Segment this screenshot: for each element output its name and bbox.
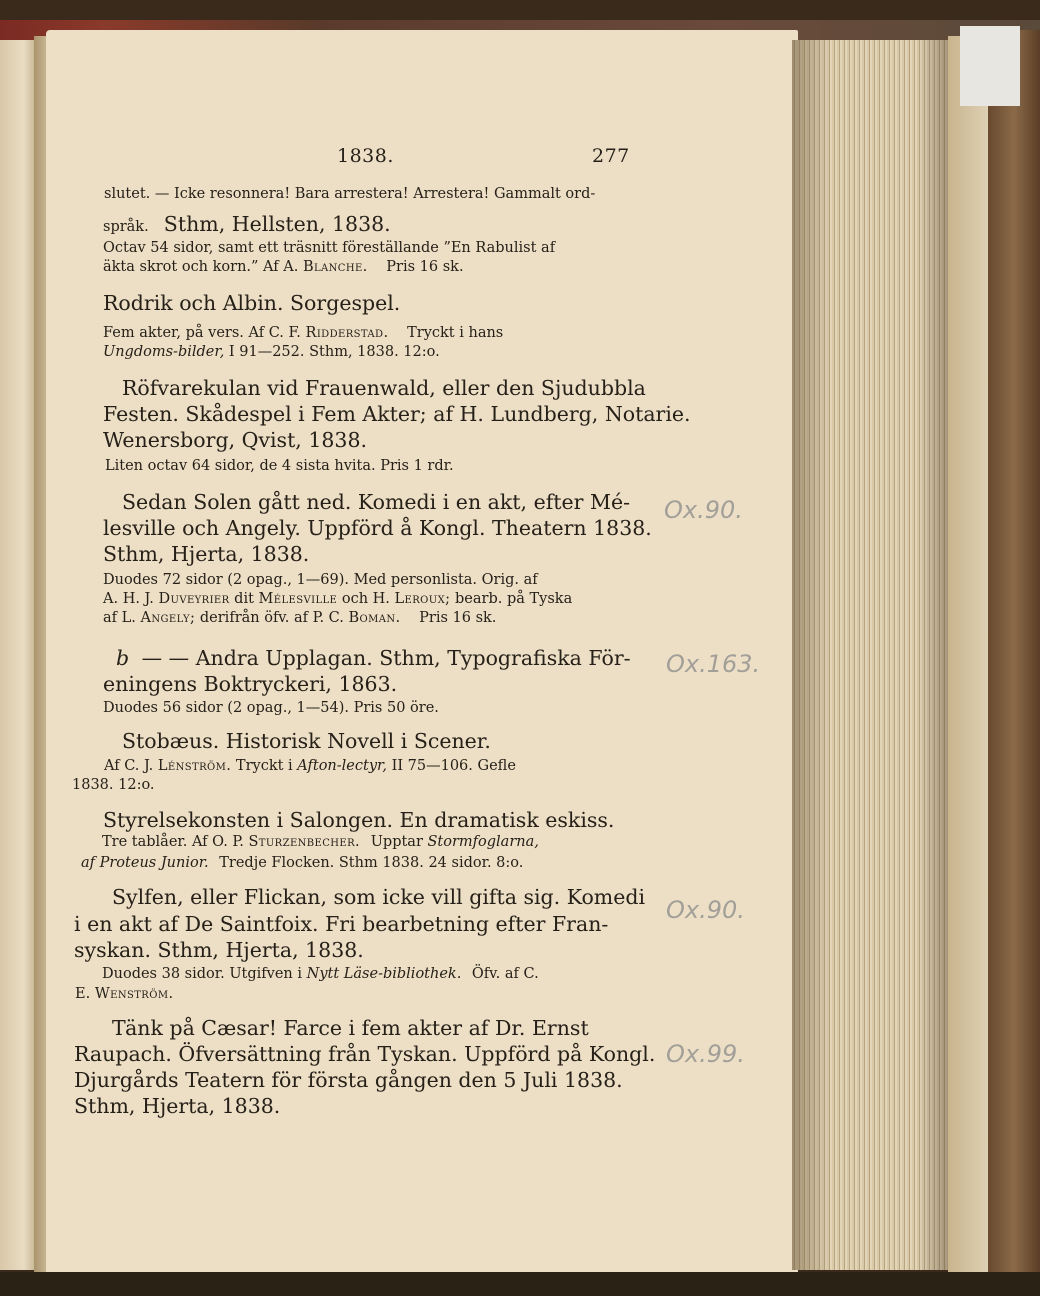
- text-line: Pris 16 sk.: [419, 610, 497, 626]
- text-line: Nytt Läse-bibliothek.: [306, 966, 462, 982]
- author-name: Sturzenbecher.: [248, 834, 361, 850]
- text-line: bearb. på Tyska: [455, 591, 573, 607]
- text-line: Festen. Skådespel i Fem Akter; af H. Lundberg, Notarie.: [103, 402, 691, 426]
- text-line: 1838. 12:o.: [72, 777, 155, 793]
- text-line: Tryckt i: [235, 758, 293, 774]
- text-line: Ungdoms-bilder,: [103, 344, 225, 360]
- author-name: Boman.: [348, 610, 401, 626]
- margin-note-pencil: Ox.99.: [666, 1040, 745, 1068]
- text-line: Fem akter, på vers. Af C. F.: [103, 325, 301, 341]
- margin-note-pencil: Ox.90.: [664, 496, 743, 524]
- margin-note-pencil: Ox.90.: [666, 896, 745, 924]
- text-line: Sthm, Hellsten, 1838.: [163, 212, 391, 236]
- text-line: dit: [234, 591, 254, 607]
- text-line: lesville och Angely. Uppförd å Kongl. Theatern 1838.: [103, 516, 652, 540]
- author-name: Lénström.: [157, 758, 232, 774]
- text-line: slutet. — Icke resonnera! Bara arrestera! Arrestera! Gammalt ord-: [104, 186, 596, 202]
- entry-title: Rodrik och Albin. Sorgespel.: [103, 291, 401, 315]
- entry-title: Stobæus. Historisk Novell i Scener.: [122, 729, 491, 753]
- text-line: af L.: [103, 610, 136, 626]
- author-name: Mélesville: [258, 591, 338, 607]
- text-line: Tryckt i hans: [407, 325, 504, 341]
- margin-note-pencil: Ox.163.: [666, 650, 761, 678]
- text-line: — — Andra Upplagan. Sthm, Typografiska För-: [141, 646, 631, 670]
- text-line: Afton-lectyr,: [297, 758, 387, 774]
- entry-title: Sedan Solen gått ned. Komedi i en akt, efter Mé-: [122, 490, 631, 514]
- text-line: E.: [75, 986, 91, 1002]
- text-line: i en akt af De Saintfoix. Fri bearbetning efter Fran-: [74, 912, 609, 936]
- text-line: Raupach. Öfversättning från Tyskan. Uppförd på Kongl.: [74, 1042, 656, 1066]
- text-line: Tre tablåer. Af O. P.: [102, 834, 244, 850]
- entry-title: Sylfen, eller Flickan, som icke vill gifta sig. Komedi: [112, 885, 646, 909]
- text-line: derifrån öfv. af P. C.: [199, 610, 344, 626]
- author-name: Leroux;: [394, 591, 451, 607]
- entry-title: Röfvarekulan vid Frauenwald, eller den Sjudubbla: [122, 376, 646, 400]
- entry-title: Styrelsekonsten i Salongen. En dramatisk eskiss.: [103, 808, 615, 832]
- text-line: Duodes 38 sidor. Utgifven i: [102, 966, 303, 982]
- text-line: Af C. J.: [104, 758, 154, 774]
- text-line: Octav 54 sidor, samt ett träsnitt föreställande ”En Rabulist af: [103, 240, 556, 256]
- running-header-year: 1838.: [337, 145, 394, 167]
- text-line: Upptar: [370, 834, 423, 850]
- entry-title: Tänk på Cæsar! Farce i fem akter af Dr. Ernst: [112, 1016, 589, 1040]
- text-line: eningens Boktryckeri, 1863.: [103, 672, 398, 696]
- text-line: Liten octav 64 sidor, de 4 sista hvita. Pris 1 rdr.: [105, 458, 454, 474]
- text-line: b: [116, 646, 130, 670]
- text-line: Djurgårds Teatern för första gången den 5 Juli 1838.: [74, 1068, 623, 1092]
- author-name: Duveyrier: [158, 591, 230, 607]
- text-line: Duodes 56 sidor (2 opag., 1—54). Pris 50 öre.: [103, 700, 439, 716]
- text-line: Pris 16 sk.: [386, 259, 464, 275]
- text-line: af Proteus Junior.: [81, 855, 209, 871]
- text-line: II 75—106. Gefle: [391, 758, 516, 774]
- text-line: Tredje Flocken. Sthm 1838. 24 sidor. 8:o.: [219, 855, 524, 871]
- text-line: Stormfoglarna,: [427, 834, 539, 850]
- text-line: Sthm, Hjerta, 1838.: [103, 542, 310, 566]
- text-line: och H.: [341, 591, 390, 607]
- text-line: språk.: [103, 219, 149, 235]
- author-name: Wenström.: [94, 986, 174, 1002]
- text-line: Duodes 72 sidor (2 opag., 1—69). Med personlista. Orig. af: [103, 572, 538, 588]
- author-name: Blanche.: [302, 259, 368, 275]
- text-line: äkta skrot och korn.” Af A.: [103, 259, 299, 275]
- text-line: Wenersborg, Qvist, 1838.: [103, 428, 368, 452]
- author-name: Ridderstad.: [305, 325, 389, 341]
- text-line: A. H. J.: [103, 591, 154, 607]
- text-line: syskan. Sthm, Hjerta, 1838.: [74, 938, 364, 962]
- text-line: Sthm, Hjerta, 1838.: [74, 1094, 281, 1118]
- author-name: Angely;: [140, 610, 196, 626]
- page-number: 277: [592, 145, 630, 167]
- text-line: I 91—252. Sthm, 1838. 12:o.: [228, 344, 440, 360]
- text-line: Öfv. af C.: [471, 966, 539, 982]
